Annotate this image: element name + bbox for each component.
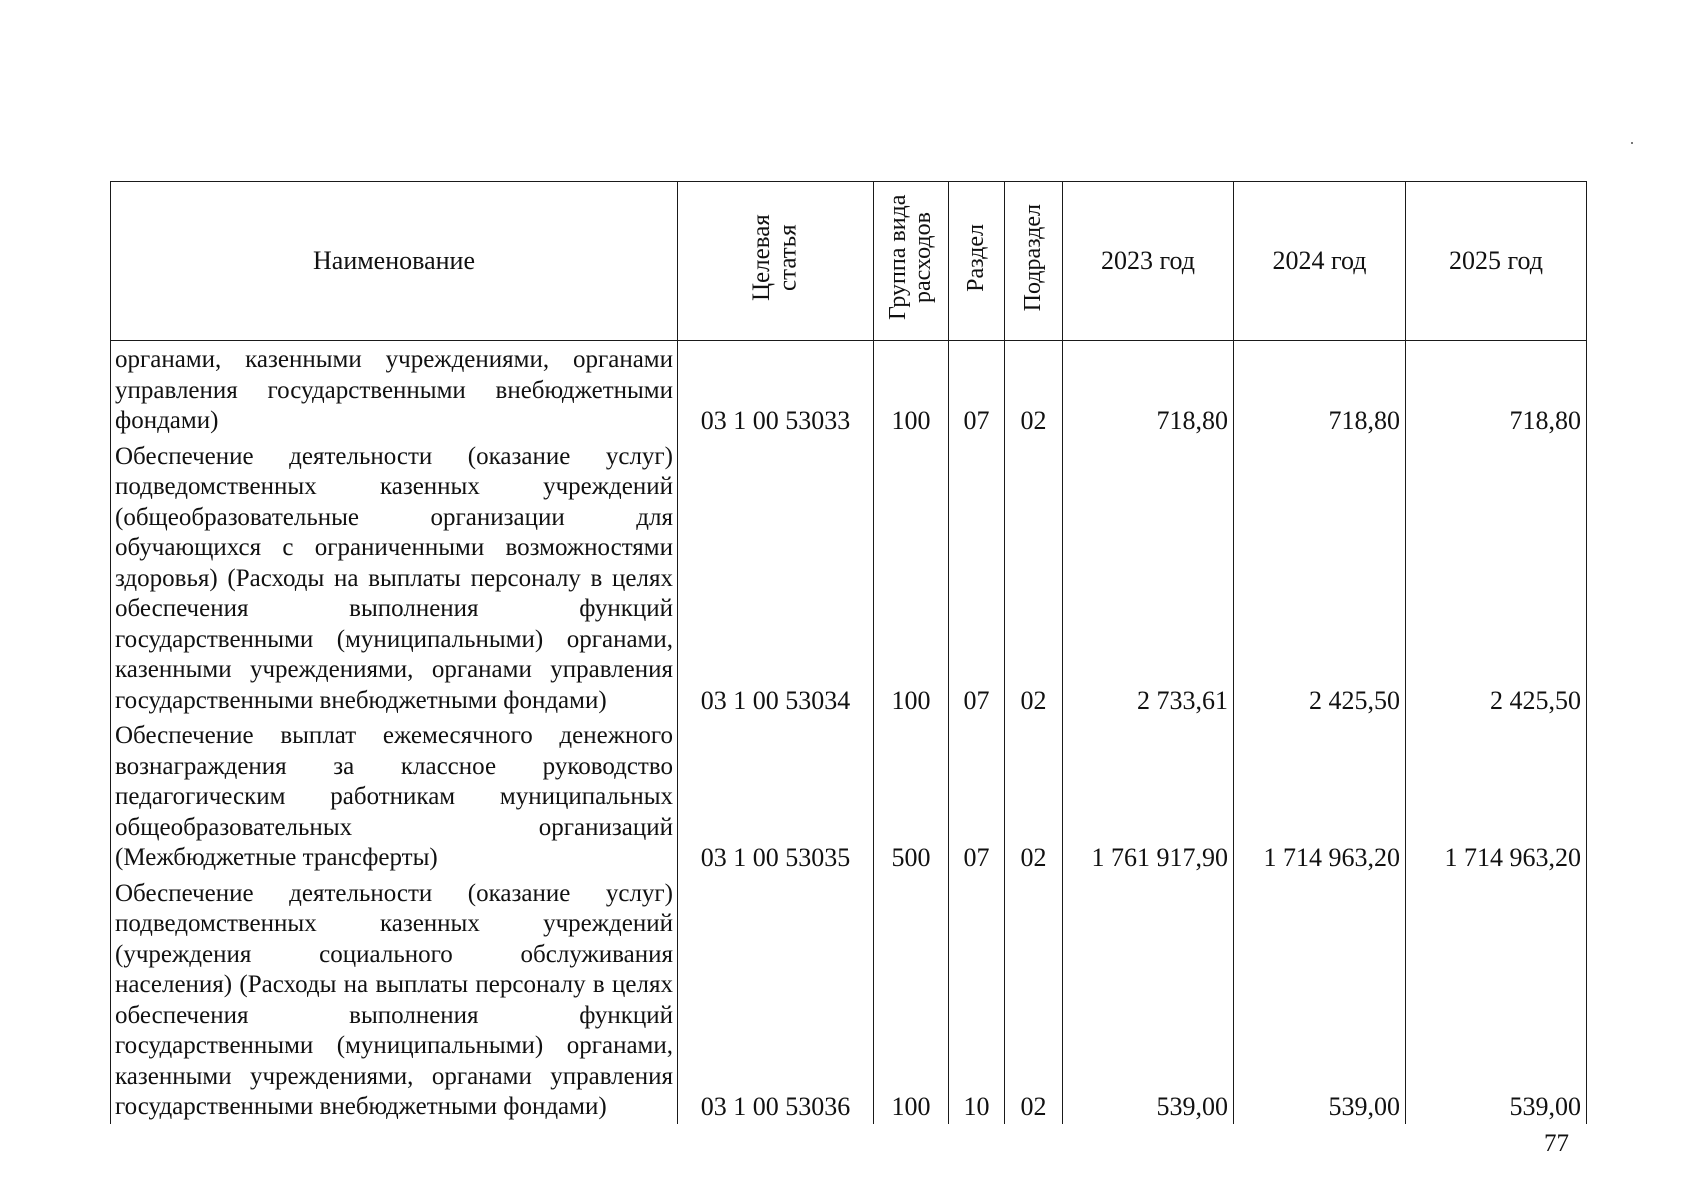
row-name: Обеспечение деятельности (оказание услуг) подведомственных казенных учреждений (общеобразовательные организации для обучающихся с ограниченными возможностями здоровья) (Расходы на выплаты персоналу в целях обеспечения выполнения функций государственными (муниципальными) органами, казенными учреждениями, органами управления государственными внебюджетными фондами) bbox=[111, 438, 678, 718]
header-2025: 2025 год bbox=[1406, 182, 1587, 341]
row-subsection: 02 bbox=[1005, 341, 1063, 438]
row-2024: 2 425,50 bbox=[1234, 438, 1406, 718]
header-name: Наименование bbox=[111, 182, 678, 341]
row-subsection: 02 bbox=[1005, 875, 1063, 1124]
row-2023: 718,80 bbox=[1063, 341, 1234, 438]
row-section: 10 bbox=[949, 875, 1005, 1124]
table-row bbox=[111, 875, 1587, 1124]
row-target: 03 1 00 53036 bbox=[678, 875, 874, 1124]
table-row bbox=[111, 717, 1587, 875]
header-row bbox=[111, 182, 1587, 341]
table-row bbox=[111, 341, 1587, 438]
row-2025: 539,00 bbox=[1406, 875, 1587, 1124]
row-section: 07 bbox=[949, 717, 1005, 875]
row-2024: 1 714 963,20 bbox=[1234, 717, 1406, 875]
header-target: Целевая статья bbox=[678, 182, 874, 341]
row-2023: 2 733,61 bbox=[1063, 438, 1234, 718]
row-subsection: 02 bbox=[1005, 717, 1063, 875]
page-number: 77 bbox=[1544, 1130, 1569, 1157]
scan-speck bbox=[1631, 142, 1633, 144]
header-section: Раздел bbox=[949, 182, 1005, 341]
row-2023: 1 761 917,90 bbox=[1063, 717, 1234, 875]
row-2025: 718,80 bbox=[1406, 341, 1587, 438]
header-2024: 2024 год bbox=[1234, 182, 1406, 341]
row-name: Обеспечение выплат ежемесячного денежного вознаграждения за классное руководство педагогическим работникам муниципальных общеобразовательных организаций (Межбюджетные трансферты) bbox=[111, 717, 678, 875]
row-group: 100 bbox=[874, 341, 949, 438]
row-section: 07 bbox=[949, 438, 1005, 718]
row-target: 03 1 00 53033 bbox=[678, 341, 874, 438]
row-2025: 1 714 963,20 bbox=[1406, 717, 1587, 875]
row-group: 100 bbox=[874, 438, 949, 718]
row-group: 100 bbox=[874, 875, 949, 1124]
row-name: органами, казенными учреждениями, органами управления государственными внебюджетными фондами) bbox=[111, 341, 678, 438]
row-2025: 2 425,50 bbox=[1406, 438, 1587, 718]
row-group: 500 bbox=[874, 717, 949, 875]
header-2023: 2023 год bbox=[1063, 182, 1234, 341]
row-2024: 539,00 bbox=[1234, 875, 1406, 1124]
row-2023: 539,00 bbox=[1063, 875, 1234, 1124]
header-subsection: Подраздел bbox=[1005, 182, 1063, 341]
row-target: 03 1 00 53035 bbox=[678, 717, 874, 875]
row-section: 07 bbox=[949, 341, 1005, 438]
budget-table bbox=[110, 181, 1587, 1124]
row-target: 03 1 00 53034 bbox=[678, 438, 874, 718]
row-subsection: 02 bbox=[1005, 438, 1063, 718]
row-name: Обеспечение деятельности (оказание услуг) подведомственных казенных учреждений (учреждения социального обслуживания населения) (Расходы на выплаты персоналу в целях обеспечения выполнения функций государственными (муниципальными) органами, казенными учреждениями, органами управления государственными внебюджетными фондами) bbox=[111, 875, 678, 1124]
header-group: Группа вида расходов bbox=[874, 182, 949, 341]
table-row bbox=[111, 438, 1587, 718]
row-2024: 718,80 bbox=[1234, 341, 1406, 438]
